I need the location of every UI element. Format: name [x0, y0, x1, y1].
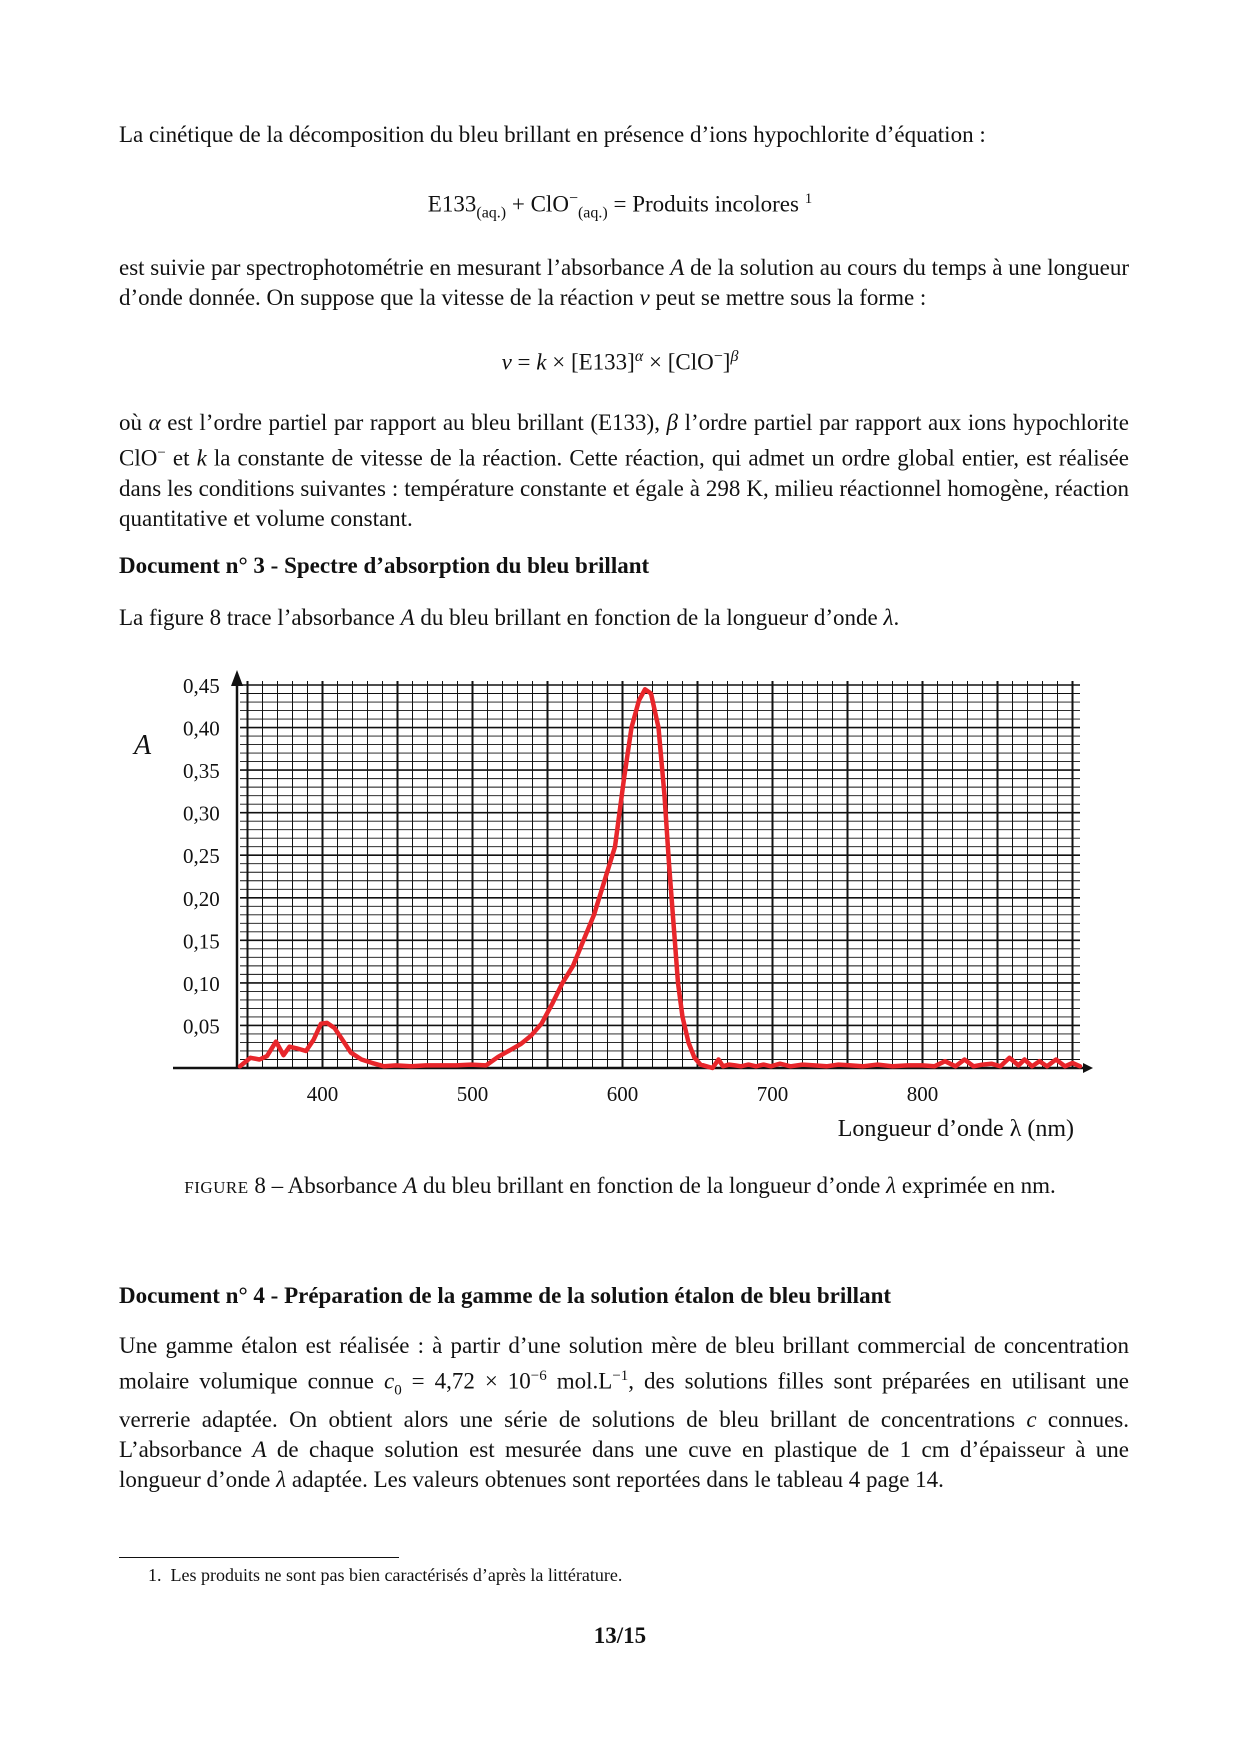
- footnote: 1. Les produits ne sont pas bien caractérisés d’après la littérature.: [148, 1565, 623, 1585]
- y-axis-title: A: [134, 730, 152, 761]
- order-paragraph: où α est l’ordre partiel par rapport au bleu brillant (E133), β l’ordre partiel par rapport aux ions hypochlorite ClO− et k la constante de vitesse de la réaction. Cette réaction, qui admet un ordre global entier, est réalisée dans les conditions suivantes : température constante et égale à 298 K, milieu réactionnel homogène, réaction quantitative et volume constant.: [119, 410, 1130, 531]
- y-tick-label: 0,05: [183, 1014, 220, 1039]
- doc4-heading: Document n° 4 - Préparation de la gamme de la solution étalon de bleu brillant: [119, 1283, 892, 1308]
- y-axis-arrow-icon: [231, 670, 243, 686]
- y-tick-label: 0,20: [183, 886, 220, 911]
- x-tick-label: 400: [306, 1082, 339, 1106]
- y-tick-label: 0,15: [183, 929, 220, 954]
- y-tick-label: 0,25: [183, 844, 220, 869]
- y-tick-label: 0,40: [183, 716, 220, 741]
- y-tick-label: 0,45: [183, 674, 220, 698]
- rate-law: $v = k \times [E133]^\alpha \times [ClO^-]^\beta$: [501, 348, 739, 375]
- x-tick-label: 600: [606, 1082, 639, 1106]
- footnote-rule: [119, 1557, 399, 1558]
- x-tick-label: 500: [456, 1082, 489, 1106]
- doc3-heading: Document n° 3 - Spectre d’absorption du bleu brillant: [119, 553, 650, 578]
- spectro-paragraph: est suivie par spectrophotométrie en mesurant l’absorbance A de la solution au cours du temps à une longueur d’onde donnée. On suppose que la vitesse de la réaction v peut se mettre sous la forme :: [119, 255, 1129, 310]
- intro-text: La cinétique de la décomposition du bleu brillant en présence d’ions hypochlorite d’équation :: [119, 122, 986, 147]
- x-axis-arrow-icon: [1083, 1063, 1093, 1073]
- x-axis-title: Longueur d’onde λ (nm): [837, 1116, 1074, 1142]
- reaction-equation: $E133_{(aq.)} + ClO^-_{(aq.)}$ = Produits incolores $^1$: [427, 190, 813, 222]
- figure-caption: FIGURE 8 – Absorbance A du bleu brillant en fonction de la longueur d’onde λ exprimée en nm.: [184, 1173, 1056, 1198]
- x-tick-label: 800: [906, 1082, 939, 1106]
- y-tick-label: 0,10: [183, 971, 220, 996]
- doc4-text: Une gamme étalon est réalisée : à partir d’une solution mère de bleu brillant commercial de concentration molaire volumique connue $c_0 = 4,72 \times 10^{-6}$ $mol.L^{-1}$, des solutions filles sont préparées en utilisant une verrerie adaptée. On obtient alors une série de solutions de bleu brillant de concentrations c connues. L’absorbance A de chaque solution est mesurée dans une cuve en plastique de 1 cm d’épaisseur à une longueur d’onde λ adaptée. Les valeurs obtenues sont reportées dans le tableau 4 page 14.: [119, 1333, 1130, 1493]
- page-number: 13/15: [593, 1623, 647, 1648]
- x-tick-label: 700: [756, 1082, 789, 1106]
- doc3-text: La figure 8 trace l’absorbance A du bleu brillant en fonction de la longueur d’onde λ.: [119, 605, 900, 630]
- absorbance-curve: [240, 689, 1080, 1068]
- y-tick-label: 0,30: [183, 801, 220, 826]
- y-tick-label: 0,35: [183, 759, 220, 784]
